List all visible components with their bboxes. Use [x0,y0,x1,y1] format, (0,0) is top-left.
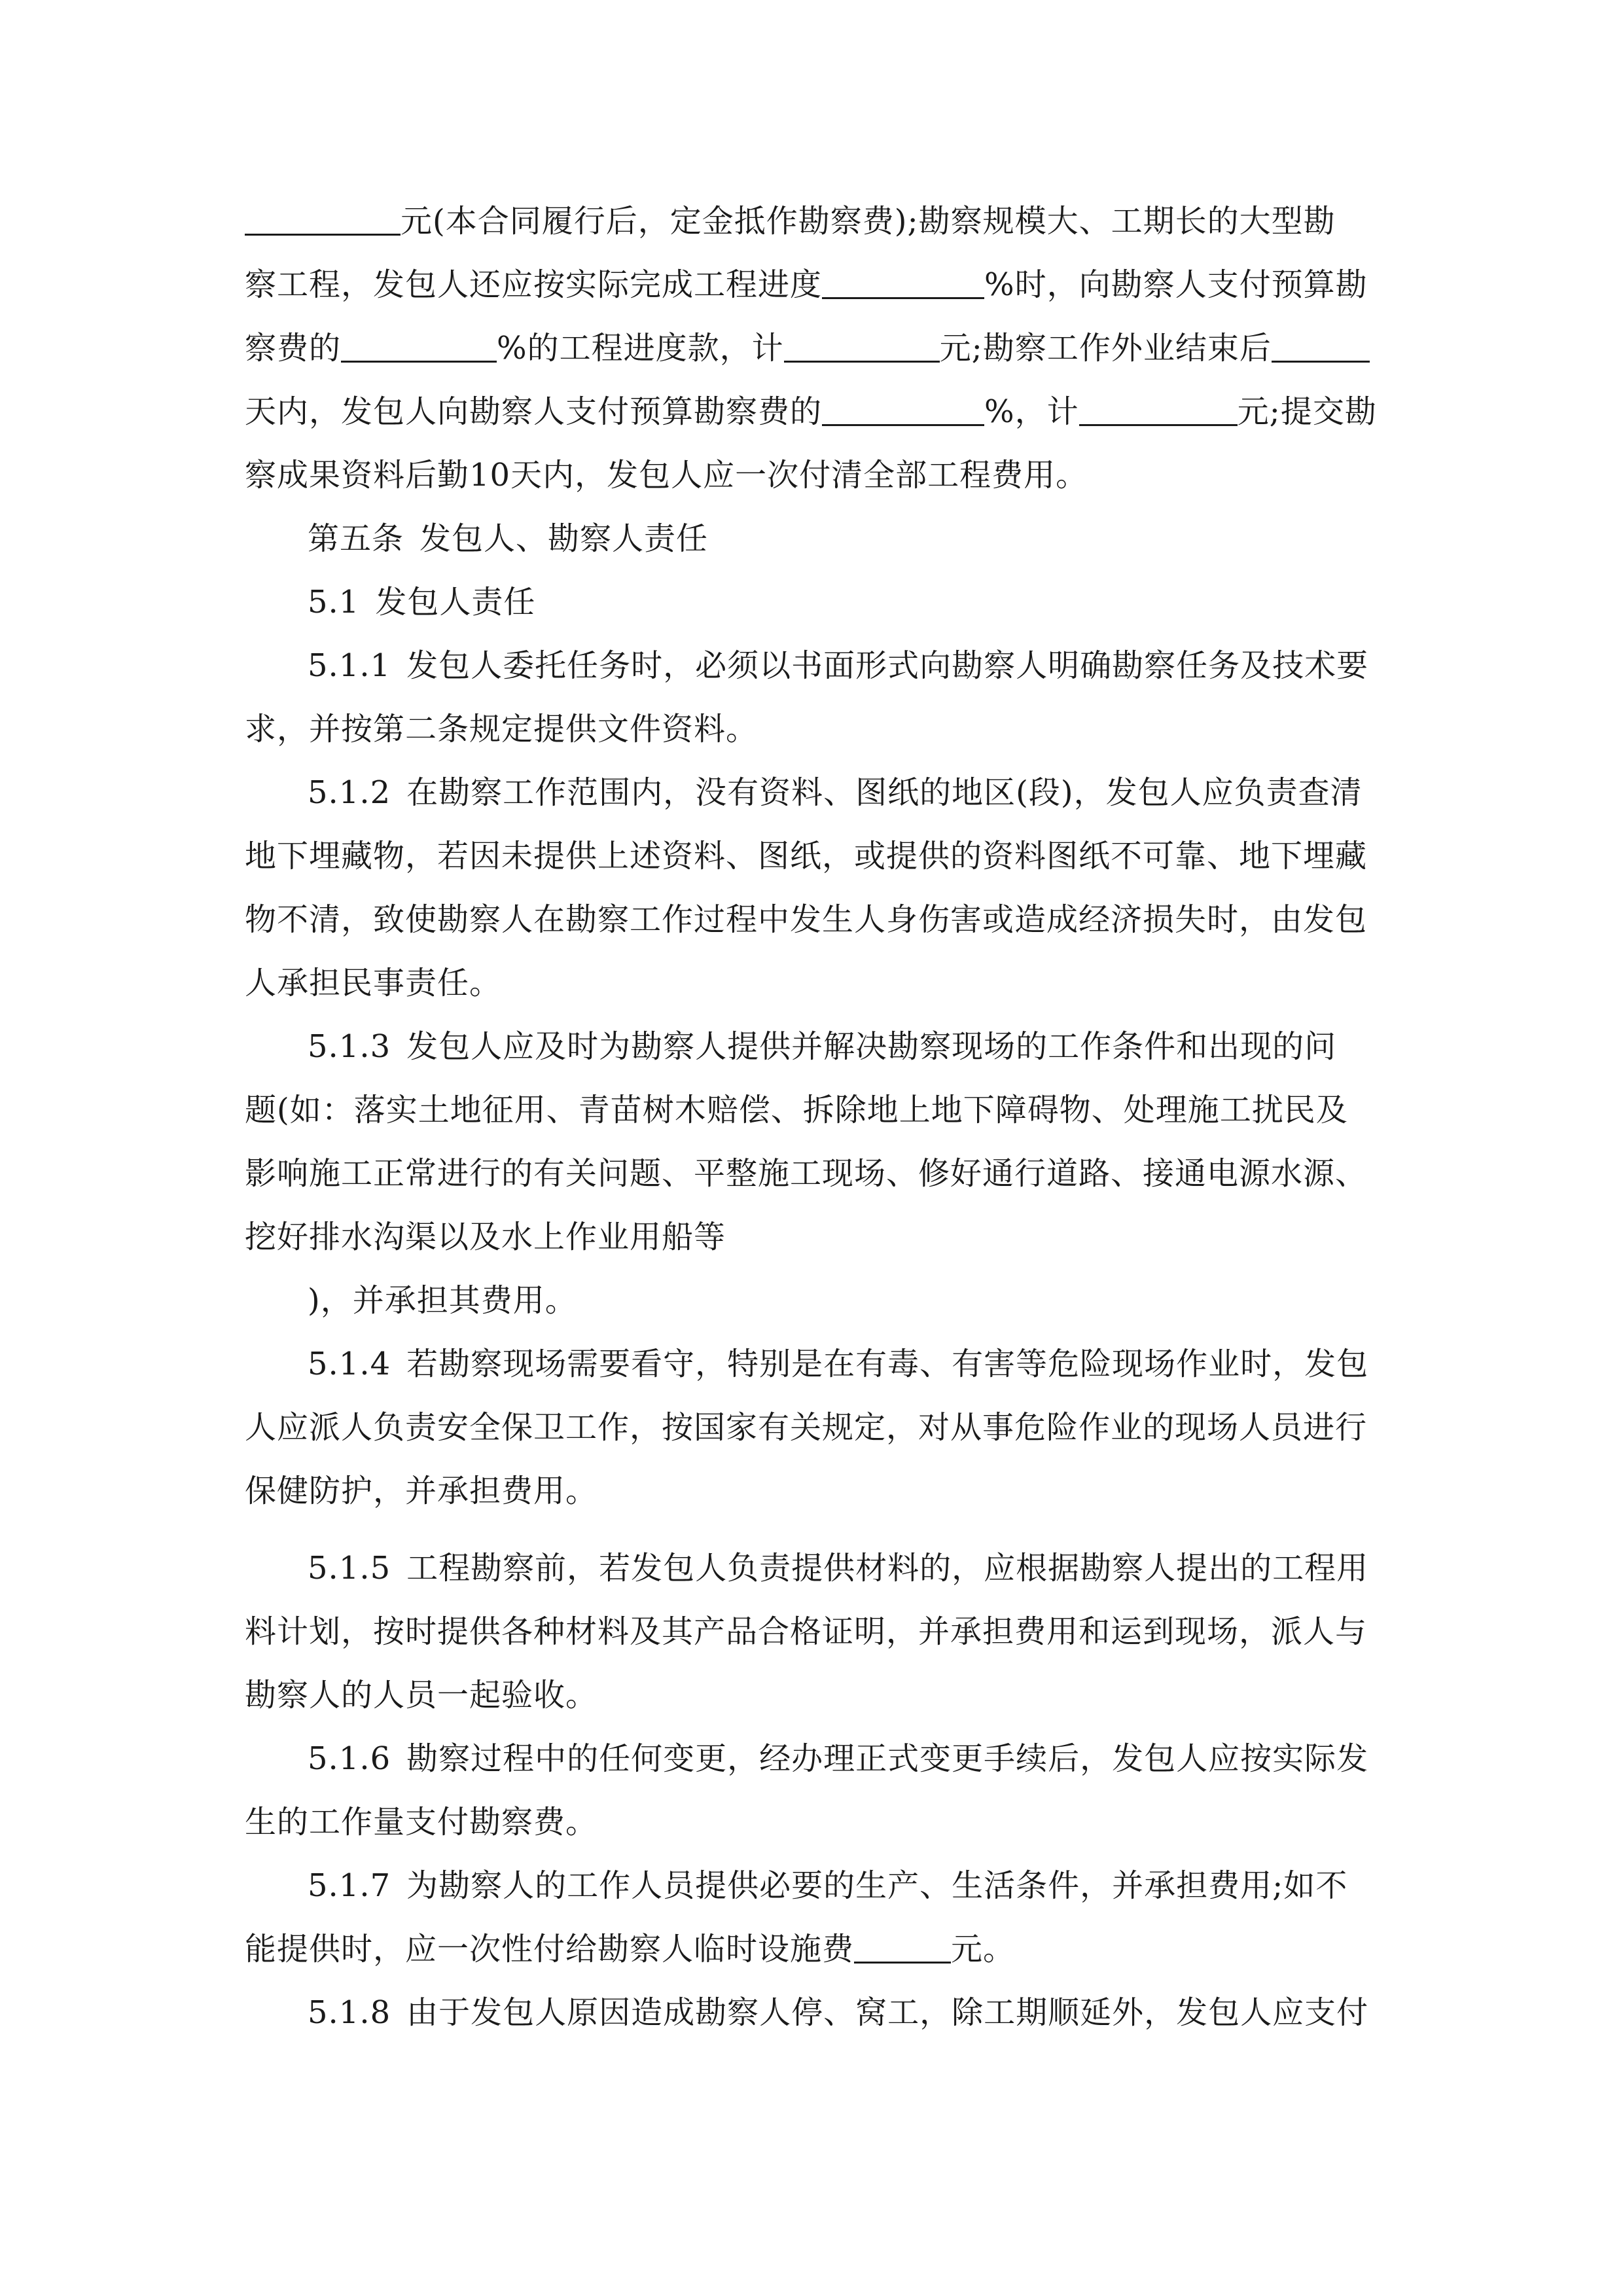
text-segment: 元;勘察工作外业结束后 [939,330,1272,367]
text-segment: 在勘察工作范围内，没有资料、图纸的地区(段)，发包人应负责查清 [406,774,1363,811]
clause-line [308,1732,1397,1785]
text-line [245,703,1397,755]
fill-blank [854,1933,951,1964]
text-segment: )，并承担其费用。 [308,1282,577,1319]
text-line [245,322,1397,374]
text-segment: 元。 [951,1931,1016,1967]
text-segment: 地下埋藏物，若因未提供上述资料、图纸，或提供的资料图纸不可靠、地下埋藏 [245,838,1368,874]
text-segment: 发包人委托任务时，必须以书面形式向勘察人明确勘察任务及技术要 [406,647,1369,684]
clause-number: 5.1.3 [308,1028,391,1065]
clause-line [308,1859,1397,1912]
section-heading [308,576,1397,628]
text-line [245,893,1397,946]
fill-blank [784,332,940,363]
text-line [245,1796,1397,1848]
text-line [245,1465,1397,1517]
text-line [245,1923,1397,1975]
text-segment: 勘察人的人员一起验收。 [245,1677,598,1713]
clause-line [308,639,1397,692]
clause-number: 5.1.7 [308,1867,391,1904]
text-segment: 察成果资料后勤10天内，发包人应一次付清全部工程费用。 [245,457,1088,493]
clause-line [308,766,1397,819]
heading-number: 第五条 [308,520,404,557]
text-segment: 勘察过程中的任何变更，经办理正式变更手续后，发包人应按实际发 [406,1740,1369,1777]
fill-blank [822,268,984,299]
clause-number: 5.1.8 [308,1994,391,2031]
text-segment: 察费的 [245,330,342,367]
clause-number: 5.1.6 [308,1740,391,1777]
text-segment: 察工程，发包人还应按实际完成工程进度 [245,266,823,303]
text-segment: 料计划，按时提供各种材料及其产品合格证明，并承担费用和运到现场，派人与 [245,1613,1368,1650]
text-segment: 人应派人负责安全保卫工作，按国家有关规定，对从事危险作业的现场人员进行 [245,1409,1368,1446]
clause-number: 5.1.1 [308,647,391,684]
text-line [245,830,1397,882]
section-number: 5.1 [308,584,360,620]
text-segment: 发包人应及时为勘察人提供并解决勘察现场的工作条件和出现的问 [406,1028,1337,1065]
text-segment: %的工程进度款，计 [497,330,784,367]
article-heading [308,512,1397,565]
text-line [245,1211,1397,1263]
fill-blank [822,395,984,426]
text-segment: 工程勘察前，若发包人负责提供材料的，应根据勘察人提出的工程用 [406,1550,1369,1587]
text-segment: 为勘察人的工作人员提供必要的生产、生活条件，并承担费用;如不 [406,1867,1348,1904]
text-segment: 元;提交勘 [1237,393,1377,430]
text-segment: 人承担民事责任。 [245,965,502,1001]
heading-title: 发包人、勘察人责任 [419,520,709,557]
clause-number: 5.1.4 [308,1346,391,1382]
text-line [245,195,1397,247]
clause-line [308,1986,1397,2039]
text-line [245,386,1397,438]
text-line [245,1605,1397,1658]
text-segment: %时，向勘察人支付预算勘 [984,266,1368,303]
text-line [308,1274,1397,1327]
text-segment: 若勘察现场需要看守，特别是在有毒、有害等危险现场作业时，发包 [406,1346,1369,1382]
text-segment: 挖好排水沟渠以及水上作业用船等 [245,1219,726,1255]
clause-line [308,1542,1397,1594]
text-segment: 物不清，致使勘察人在勘察工作过程中发生人身伤害或造成经济损失时，由发包 [245,901,1368,938]
fill-blank [341,332,497,363]
section-title: 发包人责任 [375,584,536,620]
text-segment: 题(如：落实土地征用、青苗树木赔偿、拆除地上地下障碍物、处理施工扰民及 [245,1092,1348,1128]
fill-blank [245,205,401,236]
clause-number: 5.1.2 [308,774,391,811]
text-line [245,1084,1397,1136]
text-line [245,449,1397,501]
text-segment: 元(本合同履行后，定金抵作勘察费);勘察规模大、工期长的大型勘 [401,203,1336,240]
text-segment: 能提供时，应一次性付给勘察人临时设施费 [245,1931,855,1967]
text-line [245,957,1397,1009]
fill-blank [1079,395,1238,426]
text-segment: 生的工作量支付勘察费。 [245,1804,598,1840]
text-line [245,259,1397,311]
clause-line [308,1338,1397,1390]
clause-number: 5.1.5 [308,1550,391,1587]
text-segment: 由于发包人原因造成勘察人停、窝工，除工期顺延外，发包人应支付 [406,1994,1369,2031]
text-segment: %，计 [984,393,1079,430]
text-line [245,1401,1397,1454]
text-segment: 保健防护，并承担费用。 [245,1473,598,1509]
text-segment: 求，并按第二条规定提供文件资料。 [245,711,758,747]
text-line [245,1147,1397,1200]
clause-line [308,1020,1397,1073]
fill-blank [1272,332,1370,363]
text-segment: 影响施工正常进行的有关问题、平整施工现场、修好通行道路、接通电源水源、 [245,1155,1368,1192]
text-segment: 天内，发包人向勘察人支付预算勘察费的 [245,393,823,430]
text-line [245,1669,1397,1721]
